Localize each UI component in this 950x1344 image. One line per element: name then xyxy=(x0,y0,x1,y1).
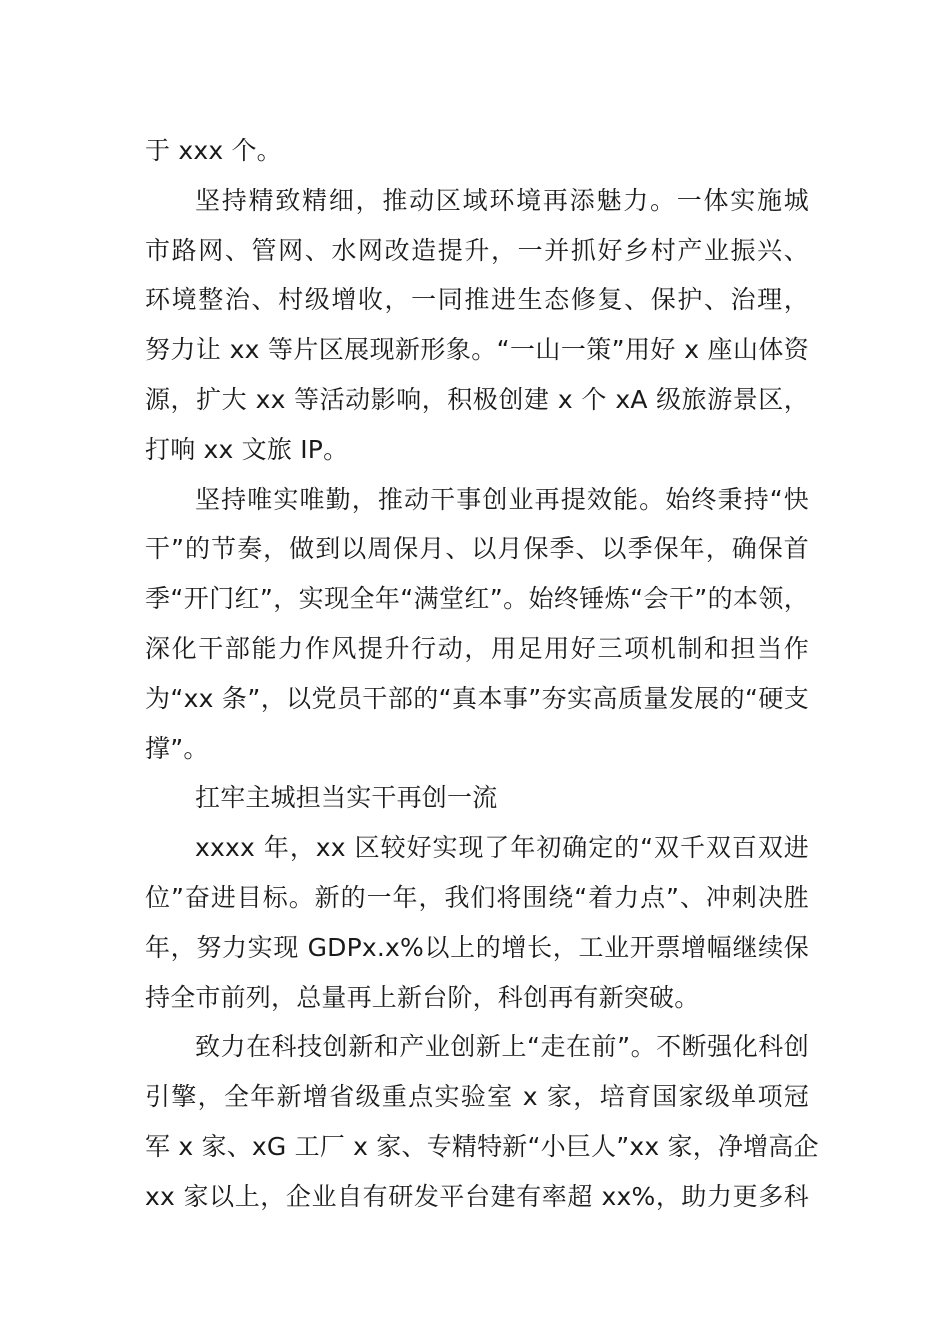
document-body xyxy=(145,126,819,1222)
section-heading xyxy=(145,773,809,823)
text-line: 于 xxx 个。 xyxy=(145,136,282,165)
section-heading-text: 扛牢主城担当实干再创一流 xyxy=(195,783,498,813)
paragraph-continuation xyxy=(145,126,809,176)
text-line: 坚持精致精细，推动区域环境再添魅力。一体实施城 xyxy=(195,185,809,215)
text-line: 打响 xx 文旅 IP。 xyxy=(145,434,349,464)
text-line: 年，努力实现 GDPx.x%以上的增长，工业开票增幅继续保 xyxy=(145,932,809,962)
text-line: 市路网、管网、水网改造提升，一并抓好乡村产业振兴、 xyxy=(145,235,809,265)
text-line: 致力在科技创新和产业创新上“走在前”。不断强化科创 xyxy=(195,1032,809,1062)
text-line: xxxx 年，xx 区较好实现了年初确定的“双千双百双进 xyxy=(195,833,809,863)
text-line: 源，扩大 xx 等活动影响，积极创建 x 个 xA 级旅游景区， xyxy=(145,384,809,414)
text-line: 努力让 xx 等片区展现新形象。“一山一策”用好 x 座山体资 xyxy=(145,335,809,365)
text-line: 撑”。 xyxy=(145,733,209,763)
paragraph-innovation xyxy=(145,1022,819,1221)
text-line: 季“开门红”，实现全年“满堂红”。始终锤炼“会干”的本领， xyxy=(145,584,809,614)
text-line: 坚持唯实唯勤，推动干事创业再提效能。始终秉持“快 xyxy=(195,484,809,514)
text-line: 环境整治、村级增收，一同推进生态修复、保护、治理， xyxy=(145,285,809,315)
text-line: 位”奋进目标。新的一年，我们将围绕“着力点”、冲刺决胜 xyxy=(145,882,809,912)
paragraph-environment xyxy=(145,176,809,475)
text-line: 军 x 家、xG 工厂 x 家、专精特新“小巨人”xx 家，净增高企 xyxy=(145,1131,819,1161)
paragraph-targets xyxy=(145,823,809,1022)
text-line: 持全市前列，总量再上新台阶，科创再有新突破。 xyxy=(145,982,700,1012)
text-line: 干”的节奏，做到以周保月、以月保季、以季保年，确保首 xyxy=(145,534,809,564)
text-line: 为“xx 条”，以党员干部的“真本事”夯实高质量发展的“硬支 xyxy=(145,683,809,713)
paragraph-efficiency xyxy=(145,475,809,774)
text-line: xx 家以上，企业自有研发平台建有率超 xx%，助力更多科 xyxy=(145,1181,809,1211)
text-line: 引擎，全年新增省级重点实验室 x 家，培育国家级单项冠 xyxy=(145,1082,809,1112)
text-line: 深化干部能力作风提升行动，用足用好三项机制和担当作 xyxy=(145,633,809,663)
